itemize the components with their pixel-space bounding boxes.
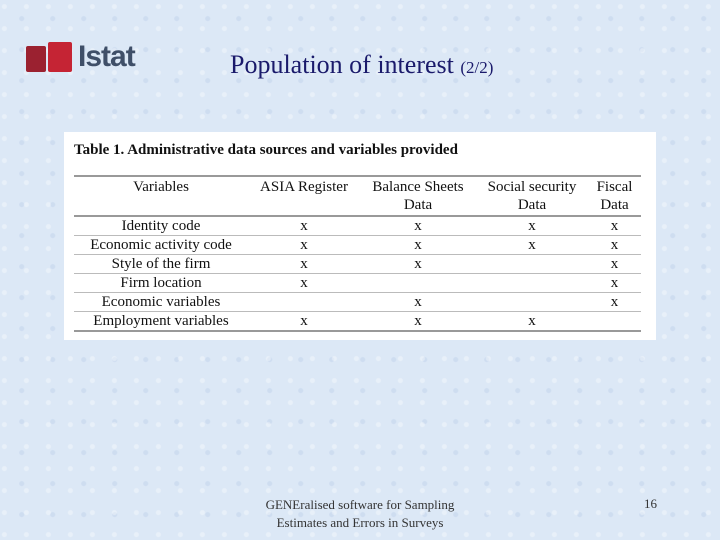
header-balance-sheets: Balance Sheets Data: [360, 176, 476, 216]
istat-logo-text: Istat: [78, 40, 135, 73]
table-cell: x: [476, 312, 588, 332]
slide-title: [230, 50, 493, 80]
row-label: Employment variables: [74, 312, 248, 332]
row-label: Identity code: [74, 216, 248, 236]
footer-line-1: GENEralised software for Sampling: [265, 497, 455, 512]
header-asia-register: ASIA Register: [248, 176, 360, 216]
istat-logo: [26, 40, 136, 74]
table-cell: x: [360, 255, 476, 274]
table-cell: x: [588, 293, 641, 312]
table-cell: x: [248, 274, 360, 293]
table-cell: x: [360, 293, 476, 312]
slide-title-suffix: (2/2): [460, 58, 494, 77]
istat-logo-mark: [26, 42, 74, 72]
table-cell: x: [248, 255, 360, 274]
header-social-security: Social security Data: [476, 176, 588, 216]
table-cell: x: [476, 236, 588, 255]
header-fiscal: Fiscal Data: [588, 176, 641, 216]
table-cell: [360, 274, 476, 293]
slide-title-main: Population of interest: [230, 50, 454, 79]
table-cell: x: [588, 236, 641, 255]
row-label: Firm location: [74, 274, 248, 293]
row-label: Economic variables: [74, 293, 248, 312]
table-caption: Table 1. Administrative data sources and variables provided: [74, 142, 458, 158]
table-cell: [248, 293, 360, 312]
table-cell: [476, 293, 588, 312]
table-row: [74, 255, 641, 274]
header-variables: Variables: [74, 176, 248, 216]
table-row: [74, 274, 641, 293]
table-cell: x: [476, 216, 588, 236]
data-sources-table: [74, 175, 641, 332]
table-header-row: [74, 176, 641, 216]
table-cell: x: [360, 236, 476, 255]
table-cell: [588, 312, 641, 332]
table-cell: [476, 274, 588, 293]
row-label: Economic activity code: [74, 236, 248, 255]
page-number: 16: [644, 496, 657, 511]
table-cell: [476, 255, 588, 274]
table-row: [74, 312, 641, 332]
table-row: [74, 293, 641, 312]
row-label: Style of the firm: [74, 255, 248, 274]
footer-line-2: Estimates and Errors in Surveys: [276, 515, 444, 530]
slide-footer: [230, 496, 490, 532]
table-row: [74, 216, 641, 236]
table-cell: x: [588, 216, 641, 236]
table-cell: x: [588, 255, 641, 274]
table-cell: x: [588, 274, 641, 293]
table-cell: x: [248, 236, 360, 255]
table-row: [74, 236, 641, 255]
table-panel: [64, 132, 656, 340]
table-cell: x: [248, 312, 360, 332]
table-cell: x: [248, 216, 360, 236]
table-cell: x: [360, 312, 476, 332]
table-cell: x: [360, 216, 476, 236]
